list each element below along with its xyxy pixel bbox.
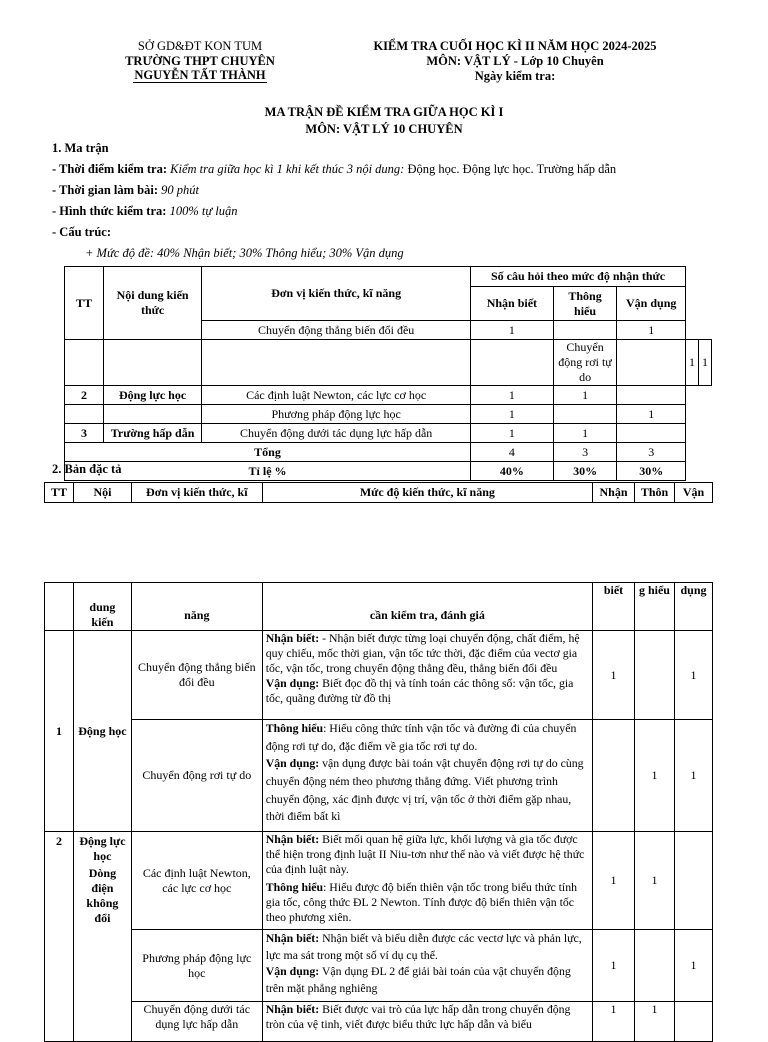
spec-th: 1 [635, 832, 675, 930]
spec-h-tt: TT [45, 483, 74, 503]
table-row [65, 405, 712, 424]
matrix-nb: 1 [471, 424, 554, 443]
title-line1: MA TRẬN ĐỀ KIỂM TRA GIỮA HỌC KÌ I [264, 105, 504, 119]
spec-nb: 1 [593, 930, 635, 1002]
matrix-header-th: Thông hiểu [553, 287, 617, 321]
spec-nb: 1 [593, 1002, 635, 1042]
table-row [45, 832, 713, 930]
matrix-unit: Chuyển động thẳng biến đổi đều [202, 321, 471, 340]
spec-h2-level: cần kiểm tra, đánh giá [262, 583, 592, 631]
spec-th: 1 [635, 1002, 675, 1042]
spec-tt: 1 [45, 631, 74, 832]
table-row [45, 631, 713, 720]
spec-description: Nhận biết: Biết được vai trò của lực hấp dẫn trong chuyển động tròn của vệ tinh, viết được biểu thức lực hấp dẫn và biểu [262, 1002, 592, 1042]
ratio-row [65, 462, 712, 481]
ratio-vd: 30% [617, 462, 686, 481]
spec-table [44, 582, 713, 1042]
matrix-nb: 1 [471, 405, 554, 424]
spec-header-top [44, 482, 713, 503]
table-row [65, 340, 712, 386]
spec-h-nb: Nhận [593, 483, 635, 503]
exam-time-line: - Thời điểm kiểm tra: Kiểm tra giữa học kì 1 khi kết thúc 3 nội dung: Động học. Động lực học. Trường hấp dẫn [52, 162, 617, 176]
matrix-vd: 1 [699, 340, 712, 386]
table-row [45, 720, 713, 832]
matrix-vd [617, 424, 686, 443]
exam-subject: MÔN: VẬT LÝ - Lớp 10 Chuyên [426, 54, 604, 68]
school-header [95, 39, 305, 83]
total-th: 3 [553, 443, 617, 462]
spec-unit: Phương pháp động lực học [131, 930, 262, 1002]
matrix-unit: Phương pháp động lực học [202, 405, 471, 424]
spec-content: Động lực học Dòng điện không đổi [73, 832, 131, 1042]
spec-th [635, 930, 675, 1002]
spec-h-level: Mức độ kiến thức, kĩ năng [262, 483, 592, 503]
form-line: - Hình thức kiểm tra: 100% tự luận [52, 204, 238, 218]
spec-vd: 1 [674, 631, 712, 720]
exam-title: KIỂM TRA CUỐI HỌC KÌ II NĂM HỌC 2024-2025 [373, 39, 657, 53]
table-row [65, 386, 712, 405]
spec-h2-unit: năng [131, 583, 262, 631]
matrix-content [471, 340, 554, 386]
matrix-th: 1 [553, 386, 617, 405]
title-line2: MÔN: VẬT LÝ 10 CHUYÊN [305, 122, 463, 136]
spec-h-unit: Đơn vị kiến thức, kĩ [131, 483, 262, 503]
spec-h-content: Nội [73, 483, 131, 503]
matrix-vd: 1 [617, 321, 686, 340]
matrix-header-unit: Đơn vị kiến thức, kĩ năng [202, 267, 471, 321]
table-row [45, 1002, 713, 1042]
matrix-nb: 1 [471, 321, 554, 340]
ratio-label: Tỉ lệ % [65, 462, 471, 481]
spec-h2-th: g hiểu [635, 583, 675, 631]
matrix-tt: 2 [65, 386, 104, 405]
matrix-nb: 1 [471, 386, 554, 405]
matrix-tt [65, 405, 104, 424]
matrix-th: 1 [686, 340, 699, 386]
matrix-content: Trường hấp dẫn [103, 424, 201, 443]
school-name-line1: TRƯỜNG THPT CHUYÊN [125, 54, 275, 68]
spec-unit: Chuyển động rơi tự do [131, 720, 262, 832]
matrix-header-content: Nội dung kiến thức [103, 267, 201, 340]
table-row [45, 930, 713, 1002]
matrix-th [553, 405, 617, 424]
matrix-header-tt: TT [65, 267, 104, 340]
level-line: + Mức độ đề: 40% Nhận biết; 30% Thông hiểu; 30% Vận dụng [85, 246, 404, 260]
spec-description: Nhận biết: - Nhận biết được từng loại chuyển động, chất điểm, hệ quy chiếu, mốc thời gian, vận tốc tức thời, đặc điểm của vectơ gia tốc, vận tốc, trong chuyển động thẳng đều, thẳng biến đổi đều Vận dụng: Biết đọc đồ thị và tính toán các thông số: vận tốc, gia tốc, quãng đường từ đồ thị [262, 631, 592, 720]
spec-unit: Chuyển động dưới tác dụng lực hấp dẫn [131, 1002, 262, 1042]
spec-nb: 1 [593, 631, 635, 720]
matrix-header-vd: Vận dụng [617, 287, 686, 321]
spec-vd [674, 1002, 712, 1042]
matrix-content: Động lực học [103, 386, 201, 405]
matrix-nb [617, 340, 686, 386]
duration-line: - Thời gian làm bài: 90 phút [52, 183, 200, 197]
total-label: Tổng [65, 443, 471, 462]
matrix-header-nb: Nhận biết [471, 287, 554, 321]
spec-unit: Các định luật Newton, các lực cơ học [131, 832, 262, 930]
department-name: SỞ GD&ĐT KON TUM [137, 39, 263, 53]
matrix-vd: 1 [617, 405, 686, 424]
ratio-nb: 40% [471, 462, 554, 481]
matrix-content [103, 340, 201, 386]
exam-date: Ngày kiểm tra: [474, 69, 556, 83]
matrix-unit: Các định luật Newton, các lực cơ học [202, 386, 471, 405]
matrix-th [553, 321, 617, 340]
spec-description: Nhận biết: Nhận biết và biểu diễn được các vectơ lực và phản lực, lực ma sát trong một số ví dụ cụ thể. Vận dụng: Vận dụng ĐL 2 để giải bài toán của vật chuyển động trên mặt phẳng nghiêng [262, 930, 592, 1002]
spec-h2-tt [45, 583, 74, 631]
spec-nb [593, 720, 635, 832]
exam-header [355, 39, 675, 84]
matrix-header-group: Số câu hỏi theo mức độ nhận thức [471, 267, 686, 287]
spec-h2-content: dung kiến [73, 583, 131, 631]
section1-heading: 1. Ma trận [52, 141, 109, 155]
total-row [65, 443, 712, 462]
matrix-tt [65, 340, 104, 386]
spec-th: 1 [635, 720, 675, 832]
total-nb: 4 [471, 443, 554, 462]
spec-description: Thông hiểu: Hiểu công thức tính vận tốc và đường đi của chuyển động rơi tự do, đặc điểm về gia tốc rơi tự do. Vận dụng: vận dụng được bài toán vật chuyển động rơi tự do cùng chuyển động ném theo phương thẳng đứng. Viết phương trình chuyển động, xác định được vị trí, vận tốc ở thời điểm gặp nhau, thời điểm bất kì [262, 720, 592, 832]
spec-tt: 2 [45, 832, 74, 1042]
spec-h2-nb: biết [593, 583, 635, 631]
spec-vd: 1 [674, 720, 712, 832]
matrix-tt: 3 [65, 424, 104, 443]
spec-th [635, 631, 675, 720]
section2-heading: 2. Bản đặc tả [52, 462, 122, 476]
spec-content: Động học [73, 631, 131, 832]
spec-h2-vd: dụng [674, 583, 712, 631]
structure-line: - Cấu trúc: [52, 225, 112, 239]
table-row [65, 424, 712, 443]
matrix-table [64, 266, 712, 481]
school-name-line2: NGUYỄN TẤT THÀNH [134, 68, 266, 82]
spec-vd: 1 [674, 930, 712, 1002]
document-title [0, 105, 768, 137]
spec-description: Nhận biết: Biết mối quan hệ giữa lực, khối lượng và gia tốc được thể hiện trong định luật II Niu-tơn như thế nào và viết được hệ thức của định luật này. Thông hiểu: Hiểu được độ biến thiên vận tốc trong biểu thức tính gia tốc, công thức ĐL 2 Newton. Tính được độ biến thiên vận tốc theo phương xiên. [262, 832, 592, 930]
spec-nb: 1 [593, 832, 635, 930]
matrix-content [103, 405, 201, 424]
matrix-vd [617, 386, 686, 405]
ratio-th: 30% [553, 462, 617, 481]
total-vd: 3 [617, 443, 686, 462]
matrix-tt [202, 340, 471, 386]
spec-vd [674, 832, 712, 930]
matrix-th: 1 [553, 424, 617, 443]
spec-h-vd: Vận [675, 483, 713, 503]
matrix-unit: Chuyển động rơi tự do [553, 340, 617, 386]
spec-unit: Chuyển động thẳng biến đổi đều [131, 631, 262, 720]
matrix-unit: Chuyển động dưới tác dụng lực hấp dẫn [202, 424, 471, 443]
spec-h-th: Thôn [635, 483, 675, 503]
